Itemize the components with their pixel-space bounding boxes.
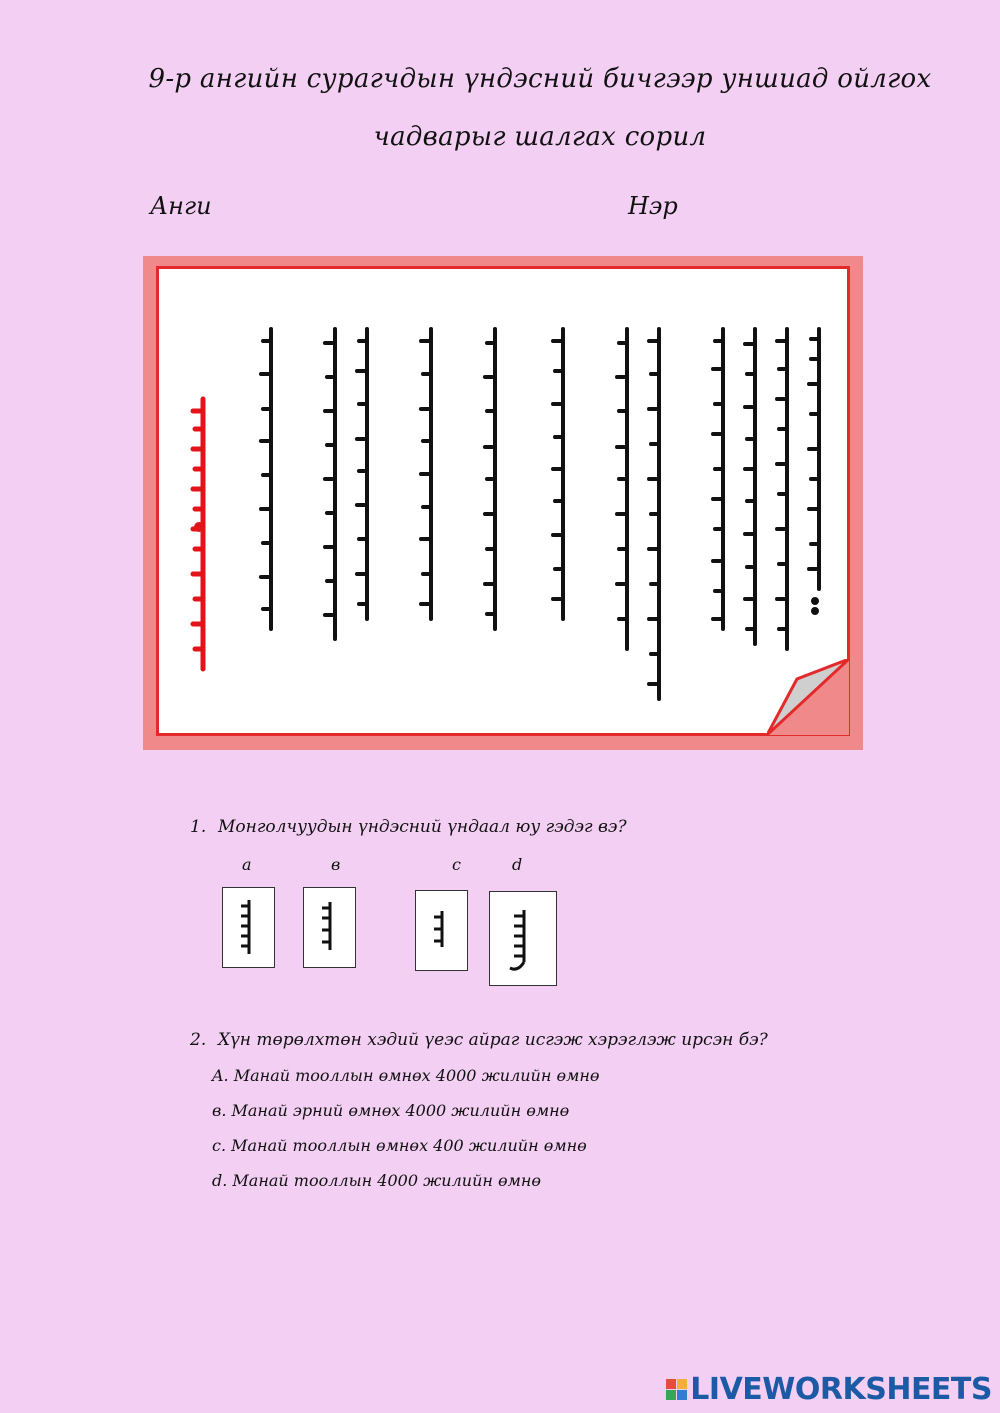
mongolian-script-text-image [156,266,850,736]
mongolian-word-c [416,891,467,970]
option-letter-d: d [512,855,523,874]
mongolian-word-b [304,888,355,967]
answer-option-c[interactable]: c. Манай тооллын өмнөх 400 жилийн өмнө [212,1136,587,1155]
option-box-a[interactable] [222,887,275,968]
option-letter-c: c [452,855,461,874]
liveworksheets-logo-icon [666,1379,687,1400]
question-2: 2. Хүн төрөлхтөн хэдий үеэс айраг исгэж хэрэглэж ирсэн бэ? [190,1030,768,1050]
worksheet-title-line-1: 9-р ангийн сурагчдын үндэсний бичгээр уншиад ойлгох [148,64,932,94]
option-box-b[interactable] [303,887,356,968]
answer-option-d[interactable]: d. Манай тооллын 4000 жилийн өмнө [212,1171,542,1190]
option-letter-a: a [242,855,252,874]
mongolian-script-passage [159,269,847,733]
liveworksheets-footer [666,1372,992,1407]
name-field-label: Нэр [628,192,678,220]
reading-text-frame [143,256,863,750]
mongolian-word-a [223,888,274,967]
mongolian-word-d [490,892,556,985]
worksheet-title-line-2: чадварыг шалгах сорил [373,122,707,152]
option-box-d[interactable] [489,891,557,986]
question-1: 1. Монголчуудын үндэсний үндаал юу гэдэг вэ? [190,817,627,837]
page-curl-icon [767,659,849,735]
option-box-c[interactable] [415,890,468,971]
answer-option-a[interactable]: A. Манай тооллын өмнөх 4000 жилийн өмнө [212,1066,600,1085]
class-field-label: Анги [150,192,212,220]
answer-option-b[interactable]: в. Манай эрний өмнөх 4000 жилийн өмнө [212,1101,570,1120]
option-letter-b: в [331,855,341,874]
liveworksheets-brand: LIVEWORKSHEETS [690,1372,992,1407]
